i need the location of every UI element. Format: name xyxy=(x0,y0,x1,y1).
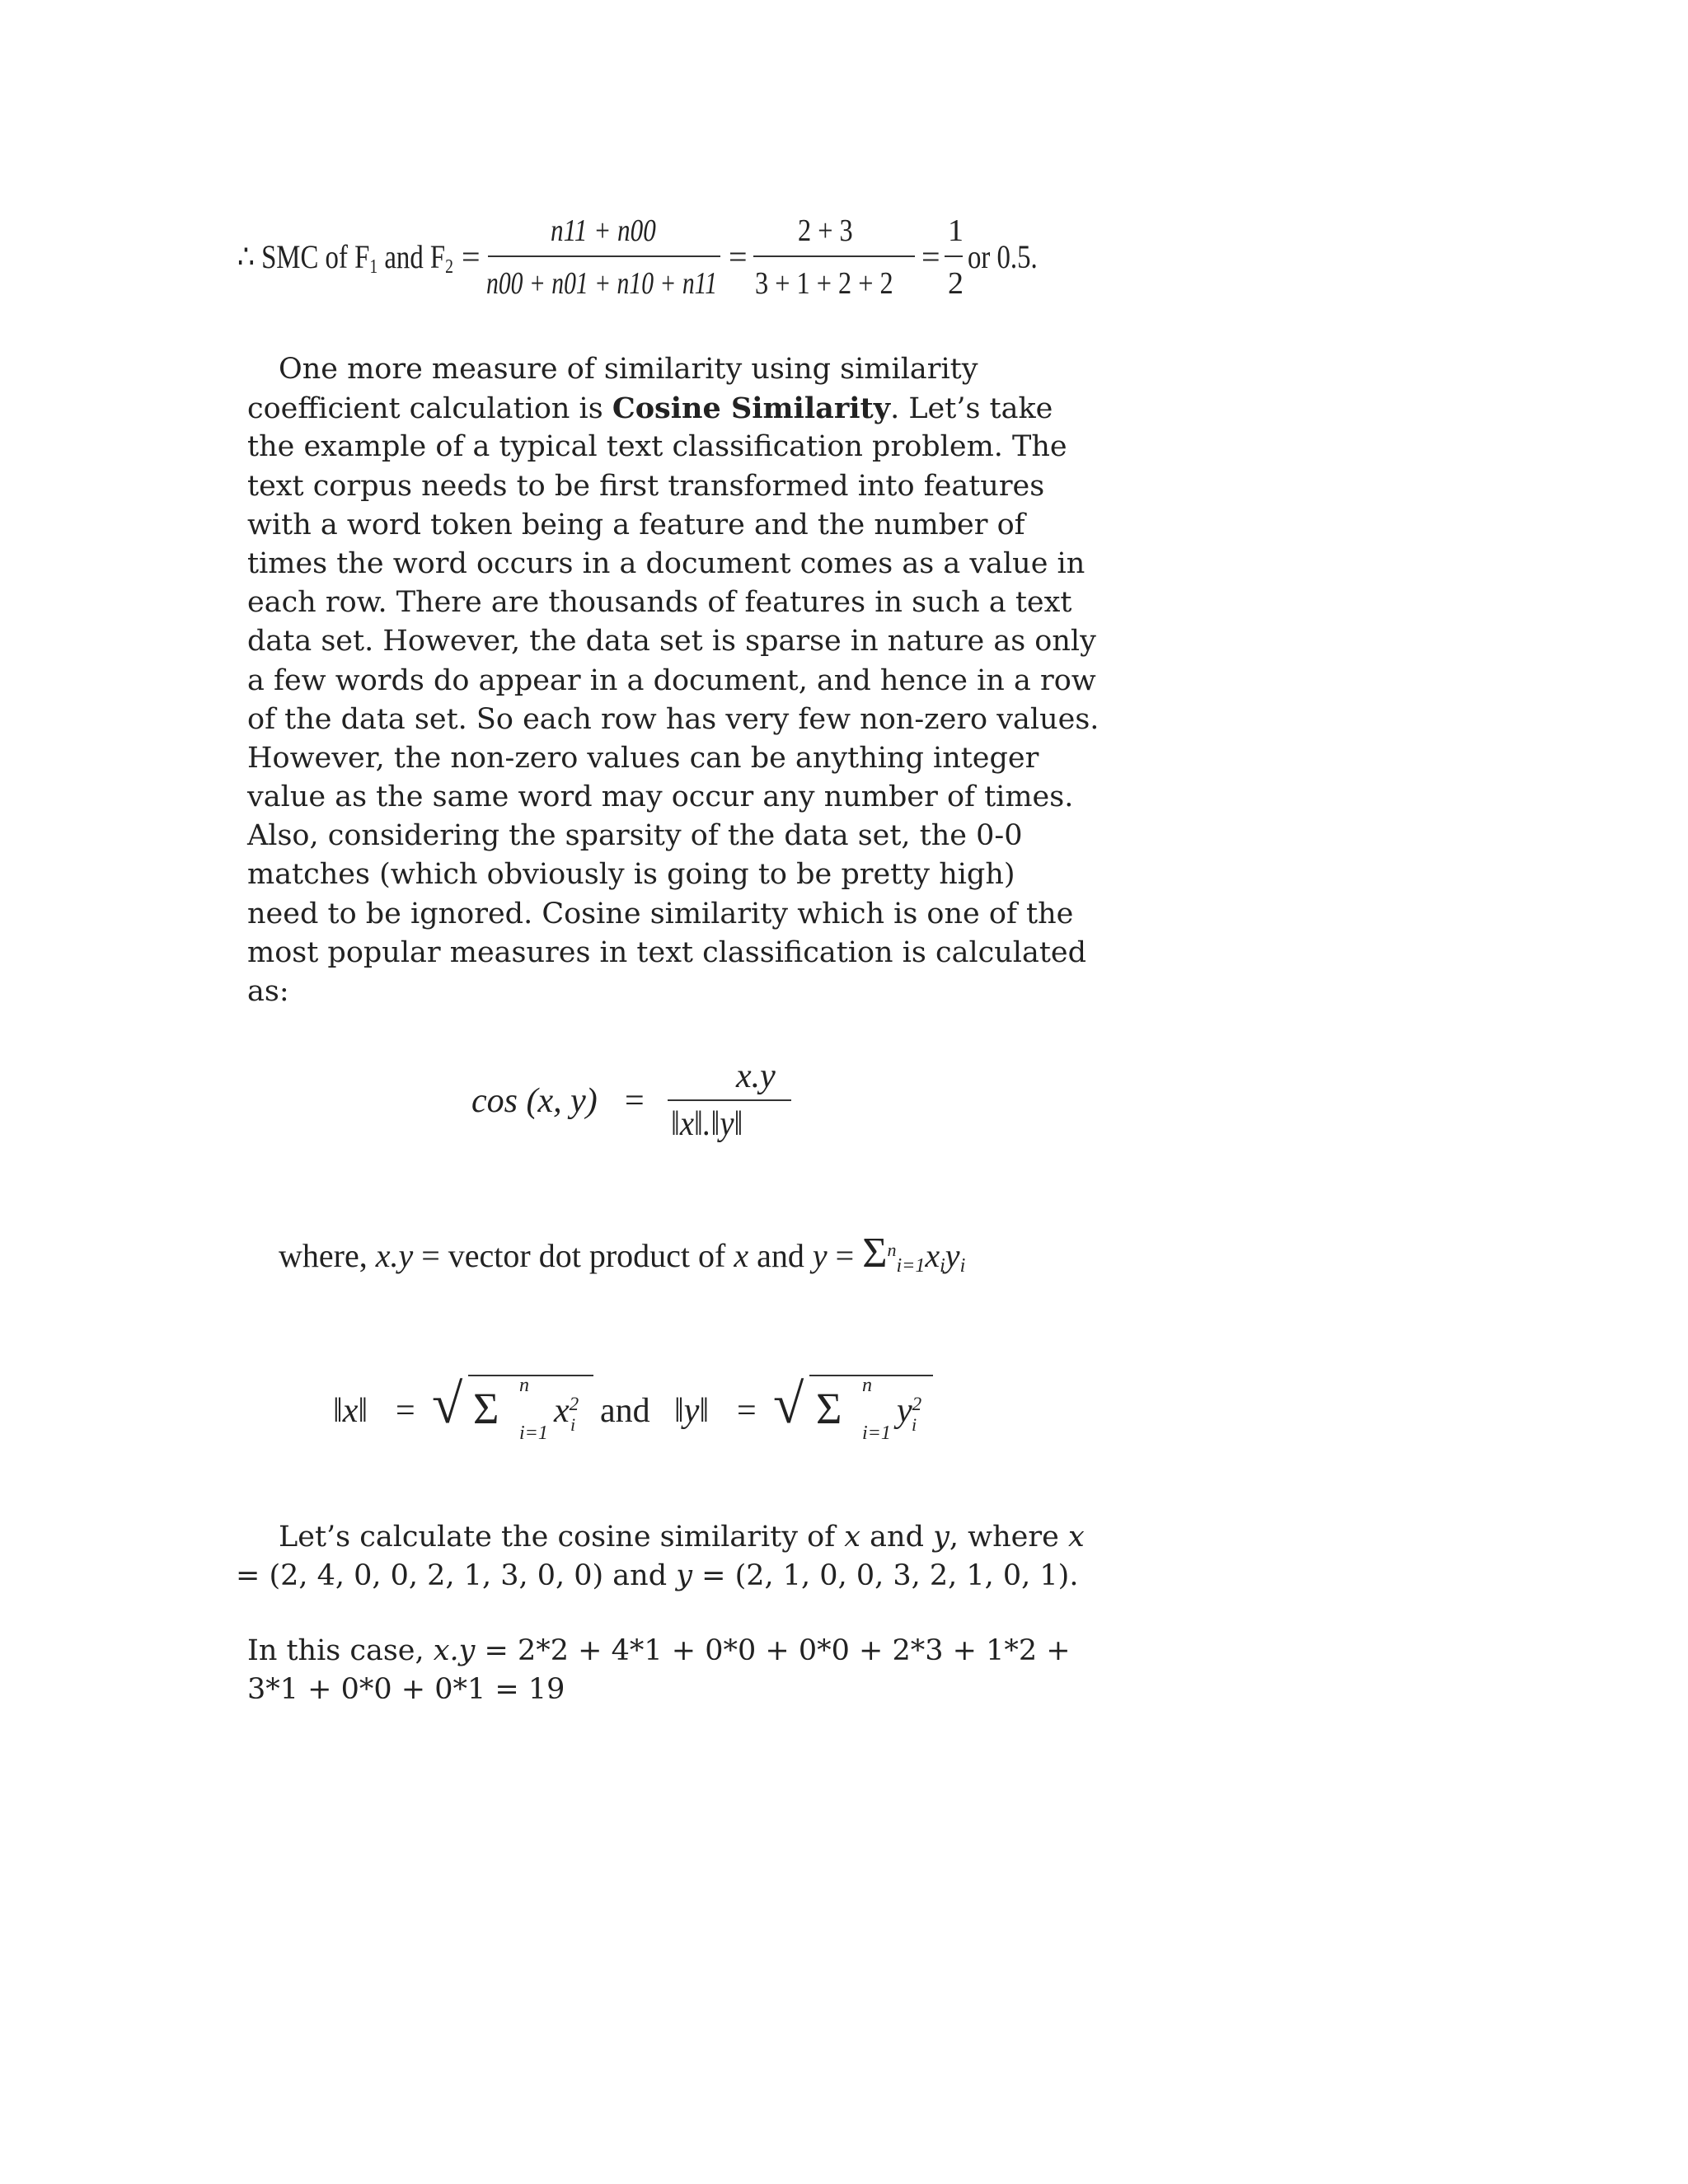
text-line: One more measure of similarity using similarity xyxy=(279,353,978,386)
norm-term1: $x^2$ xyxy=(554,1392,579,1430)
norm-eq2: = xyxy=(737,1392,757,1430)
smc-eq2: = xyxy=(729,238,748,275)
text-line: = (2, 4, 0, 0, 2, 1, 3, 0, 0) and y = (2, 1, 0, 0, 3, 2, 1, 0, 1). xyxy=(236,1559,1079,1593)
cosine-lhs: cos (x, y) xyxy=(471,1082,598,1120)
smc-eq3: = xyxy=(921,238,940,275)
radical-bar xyxy=(468,1375,593,1376)
text-line: coefficient calculation is Cosine Similarity. Let’s take xyxy=(247,391,1053,426)
text-line: In this case, x.y = 2*2 + 4*1 + 0*0 + 0*0 + 2*3 + 1*2 + xyxy=(247,1634,1071,1667)
smc-suffix: or 0.5. xyxy=(968,238,1038,275)
text-line: of the data set. So each row has very few non-zero values. xyxy=(247,702,1100,736)
text-line: times the word occurs in a document comes as a value in xyxy=(247,546,1085,580)
smc-frac1-num: n11 + n00 xyxy=(551,213,656,248)
text-line: most popular measures in text classification is calculated xyxy=(247,935,1087,969)
paragraph-cosine-intro xyxy=(247,350,1100,1011)
norm-eq1: = xyxy=(396,1392,415,1430)
text-line: with a word token being a feature and the number of xyxy=(247,508,1025,541)
text-line: Also, considering the sparsity of the data set, the 0-0 xyxy=(247,819,1023,853)
smc-eq1: = xyxy=(462,238,481,275)
norm-and: and xyxy=(600,1392,650,1430)
cosine-frac-line xyxy=(668,1099,791,1101)
text-line: as: xyxy=(247,975,289,1008)
cosine-eq: = xyxy=(625,1082,645,1120)
norm-x-lhs: ‖x‖ xyxy=(333,1392,368,1430)
norm-y-lhs: ‖y‖ xyxy=(674,1392,710,1430)
smc-frac2-den: 3 + 1 + 2 + 2 xyxy=(755,266,893,301)
where-line: where, x.y = vector dot product of x and $y = \Sigma^n_{i=1}x_iy_i$ xyxy=(279,1230,966,1277)
text-line: need to be ignored. Cosine similarity which is one of the xyxy=(247,897,1074,930)
smc-frac1-line xyxy=(488,255,720,257)
smc-frac3-den: 2 xyxy=(948,266,964,301)
smc-frac3-line xyxy=(945,255,963,257)
text-line: each row. There are thousands of features in such a text xyxy=(247,586,1072,620)
text-line: Let’s calculate the cosine similarity of x and y, where x xyxy=(279,1521,1085,1554)
norm-term2-sub: i xyxy=(912,1414,917,1435)
smc-frac2-line xyxy=(753,255,915,257)
norm-term2: $y^2$ xyxy=(897,1392,922,1430)
smc-prefix: ∴ SMC of $F_1$ and $F_2$ xyxy=(237,238,454,278)
norm-sub1: i=1 xyxy=(519,1422,548,1444)
paragraph-example-vectors xyxy=(236,1518,1085,1596)
norm-sub2: i=1 xyxy=(862,1422,891,1444)
norm-sup2: n xyxy=(862,1375,872,1396)
bold-term-cosine-similarity: Cosine Similarity xyxy=(612,391,891,426)
radical-icon: √ xyxy=(432,1372,463,1435)
smc-frac3-num: 1 xyxy=(948,213,964,248)
text-line: matches (which obviously is going to be pretty high) xyxy=(247,858,1015,892)
paragraph-dot-product xyxy=(247,1632,1071,1709)
norm-term1-sub: i xyxy=(570,1414,576,1435)
text-line: However, the non-zero values can be anything integer xyxy=(247,741,1039,775)
summation-symbol: Σ xyxy=(816,1384,842,1433)
cosine-num: x.y xyxy=(736,1057,776,1095)
text-line: 3*1 + 0*0 + 0*1 = 19 xyxy=(247,1673,565,1707)
summation-symbol: Σ xyxy=(473,1384,499,1433)
norm-sup1: n xyxy=(519,1375,529,1396)
text-line: a few words do appear in a document, and hence in a row xyxy=(247,663,1096,697)
text-line: value as the same word may occur any number of times. xyxy=(247,780,1074,814)
smc-frac1-den: n00 + n01 + n10 + n11 xyxy=(486,266,718,301)
cosine-den: ‖x‖.‖y‖ xyxy=(671,1105,743,1143)
radical-icon: √ xyxy=(773,1372,804,1435)
text-line: text corpus needs to be first transformed into features xyxy=(247,469,1045,503)
text-line: data set. However, the data set is sparse in nature as only xyxy=(247,625,1096,658)
smc-frac2-num: 2 + 3 xyxy=(798,213,853,248)
summation-symbol: Σ xyxy=(862,1230,888,1277)
text-line: the example of a typical text classification problem. The xyxy=(247,430,1067,464)
